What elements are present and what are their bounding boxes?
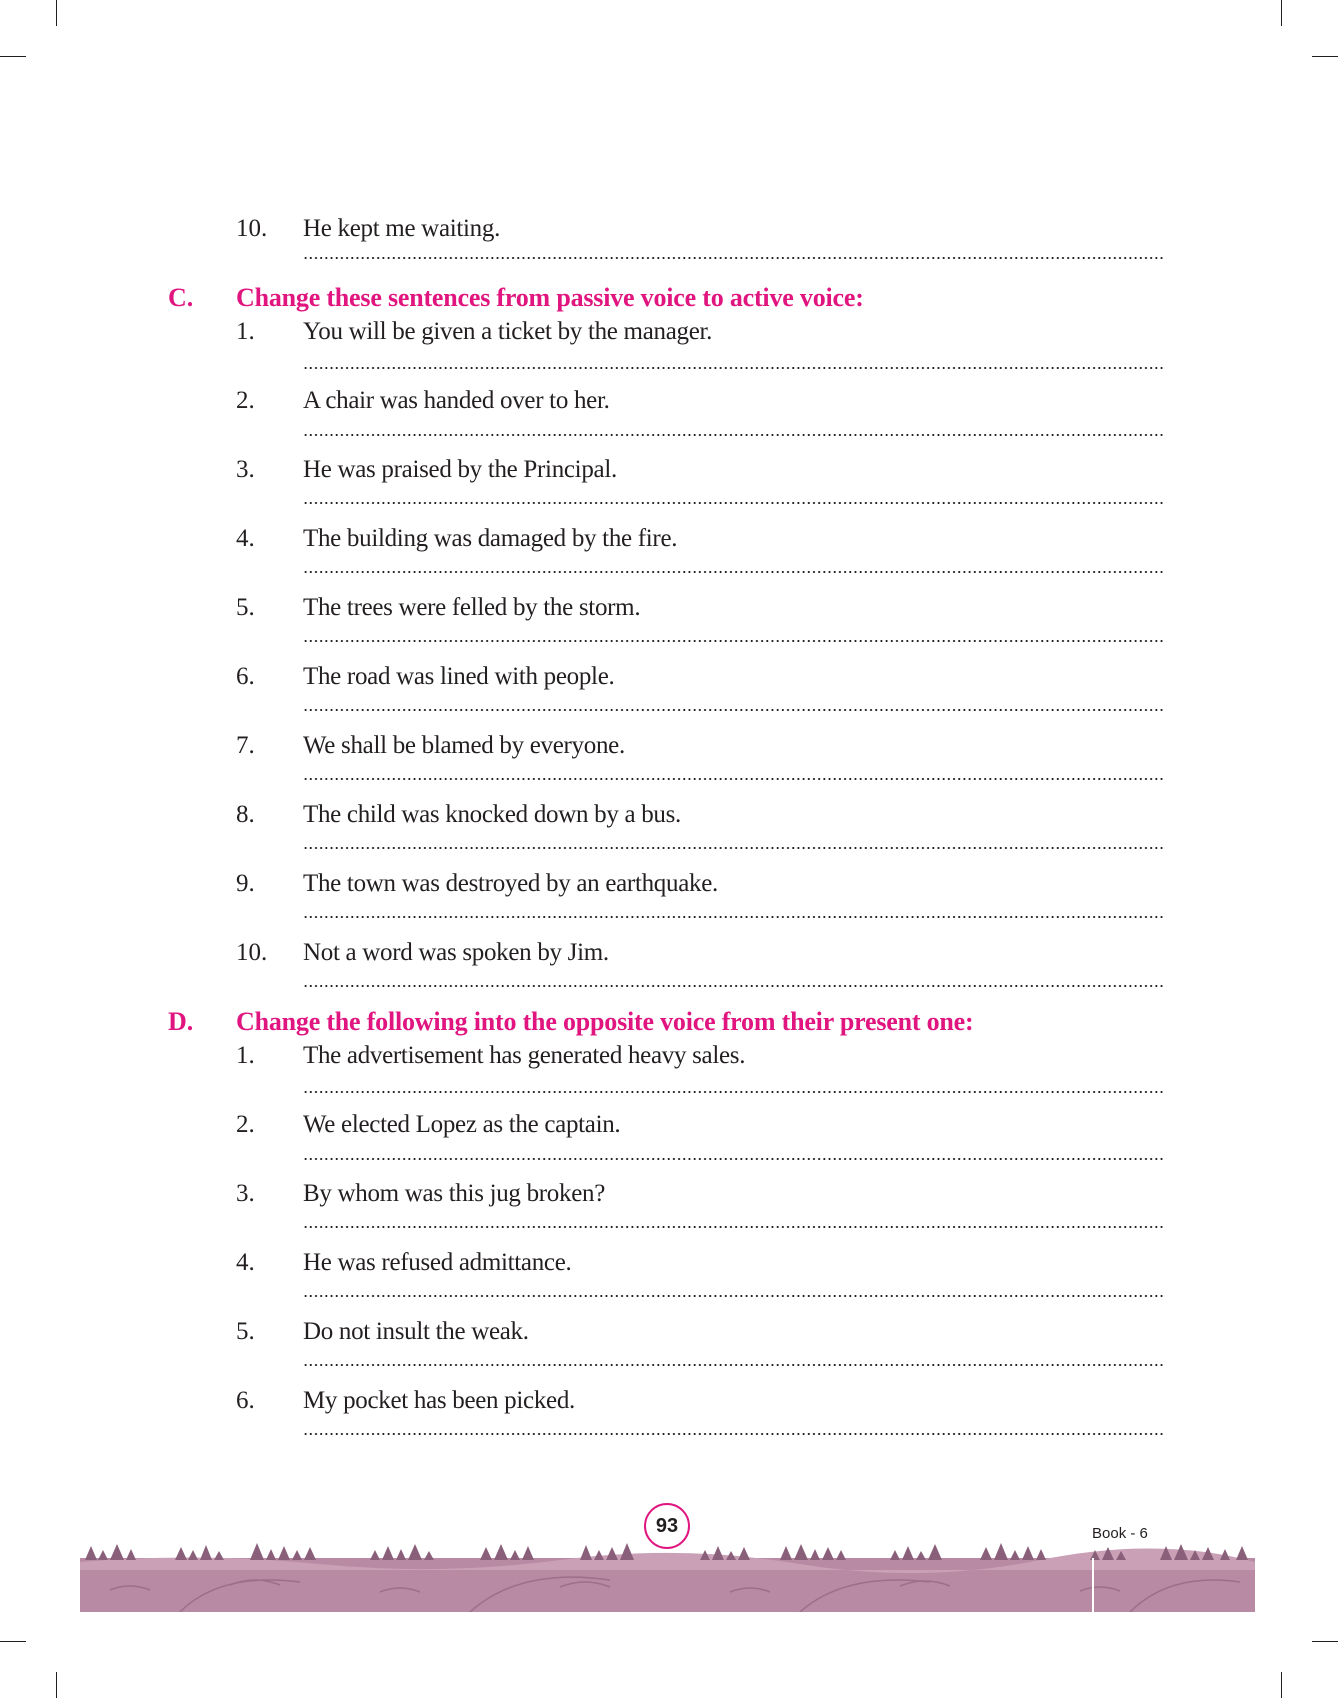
exercise-item bbox=[0, 1109, 1338, 1179]
crop-mark bbox=[0, 1641, 26, 1642]
exercise-item bbox=[0, 213, 1338, 283]
item-sentence: The town was destroyed by an earthquake. bbox=[303, 870, 718, 897]
exercise-item bbox=[0, 661, 1338, 731]
item-number: 1. bbox=[236, 1042, 255, 1069]
item-sentence: We elected Lopez as the captain. bbox=[303, 1111, 621, 1138]
answer-line[interactable] bbox=[303, 984, 1164, 988]
item-number: 10. bbox=[236, 939, 268, 966]
item-number: 6. bbox=[236, 1387, 255, 1414]
answer-line[interactable] bbox=[303, 433, 1164, 437]
exercise-item bbox=[0, 1040, 1338, 1110]
item-number: 2. bbox=[236, 1111, 255, 1138]
exercise-item bbox=[0, 937, 1338, 1007]
page-number-badge: 93 bbox=[644, 1503, 690, 1549]
section-letter: C. bbox=[168, 283, 194, 312]
item-sentence: We shall be blamed by everyone. bbox=[303, 732, 625, 759]
crop-mark bbox=[56, 1672, 57, 1698]
crop-mark bbox=[1312, 56, 1338, 57]
exercise-item bbox=[0, 454, 1338, 524]
section-title: Change these sentences from passive voice to active voice: bbox=[236, 283, 864, 312]
item-sentence: The child was knocked down by a bus. bbox=[303, 801, 682, 828]
item-number: 3. bbox=[236, 456, 255, 483]
section-letter: D. bbox=[168, 1007, 194, 1036]
item-number: 7. bbox=[236, 732, 255, 759]
answer-line[interactable] bbox=[303, 1157, 1164, 1161]
section-title: Change the following into the opposite voice from their present one: bbox=[236, 1007, 974, 1036]
answer-line[interactable] bbox=[303, 1225, 1164, 1229]
exercise-item bbox=[0, 592, 1338, 662]
crop-mark bbox=[1281, 0, 1282, 26]
item-sentence: He kept me waiting. bbox=[303, 215, 501, 242]
answer-line[interactable] bbox=[303, 501, 1164, 505]
answer-line[interactable] bbox=[303, 256, 1164, 260]
item-number: 5. bbox=[236, 1318, 255, 1345]
item-sentence: Not a word was spoken by Jim. bbox=[303, 939, 609, 966]
exercise-item bbox=[0, 523, 1338, 593]
crop-mark bbox=[56, 0, 57, 26]
item-sentence: Do not insult the weak. bbox=[303, 1318, 529, 1345]
answer-line[interactable] bbox=[303, 777, 1164, 781]
item-number: 8. bbox=[236, 801, 255, 828]
crop-mark bbox=[1312, 1641, 1338, 1642]
item-number: 3. bbox=[236, 1180, 255, 1207]
exercise-item bbox=[0, 1316, 1338, 1386]
item-number: 4. bbox=[236, 525, 255, 552]
item-number: 2. bbox=[236, 387, 255, 414]
exercise-item bbox=[0, 868, 1338, 938]
item-number: 1. bbox=[236, 318, 255, 345]
item-sentence: By whom was this jug broken? bbox=[303, 1180, 605, 1207]
item-number: 6. bbox=[236, 663, 255, 690]
answer-line[interactable] bbox=[303, 570, 1164, 574]
item-sentence: He was refused admittance. bbox=[303, 1249, 572, 1276]
item-sentence: A chair was handed over to her. bbox=[303, 387, 610, 414]
item-number: 4. bbox=[236, 1249, 255, 1276]
answer-line[interactable] bbox=[303, 1294, 1164, 1298]
item-sentence: The building was damaged by the fire. bbox=[303, 525, 678, 552]
exercise-item bbox=[0, 799, 1338, 869]
crop-mark bbox=[1281, 1672, 1282, 1698]
answer-line[interactable] bbox=[303, 1363, 1164, 1367]
answer-line[interactable] bbox=[303, 915, 1164, 919]
exercise-item bbox=[0, 730, 1338, 800]
item-sentence: He was praised by the Principal. bbox=[303, 456, 617, 483]
answer-line[interactable] bbox=[303, 846, 1164, 850]
exercise-item bbox=[0, 1385, 1338, 1455]
exercise-item bbox=[0, 1178, 1338, 1248]
item-number: 10. bbox=[236, 215, 268, 242]
book-label: Book - 6 bbox=[1092, 1525, 1148, 1542]
item-number: 9. bbox=[236, 870, 255, 897]
item-sentence: The trees were felled by the storm. bbox=[303, 594, 641, 621]
exercise-item bbox=[0, 385, 1338, 455]
item-sentence: My pocket has been picked. bbox=[303, 1387, 575, 1414]
answer-line[interactable] bbox=[303, 639, 1164, 643]
item-sentence: The advertisement has generated heavy sales. bbox=[303, 1042, 746, 1069]
item-number: 5. bbox=[236, 594, 255, 621]
exercise-item bbox=[0, 316, 1338, 386]
item-sentence: The road was lined with people. bbox=[303, 663, 615, 690]
answer-line[interactable] bbox=[303, 366, 1164, 370]
answer-line[interactable] bbox=[303, 1432, 1164, 1436]
exercise-item bbox=[0, 1247, 1338, 1317]
item-sentence: You will be given a ticket by the manager. bbox=[303, 318, 713, 345]
answer-line[interactable] bbox=[303, 708, 1164, 712]
crop-mark bbox=[0, 56, 26, 57]
answer-line[interactable] bbox=[303, 1090, 1164, 1094]
